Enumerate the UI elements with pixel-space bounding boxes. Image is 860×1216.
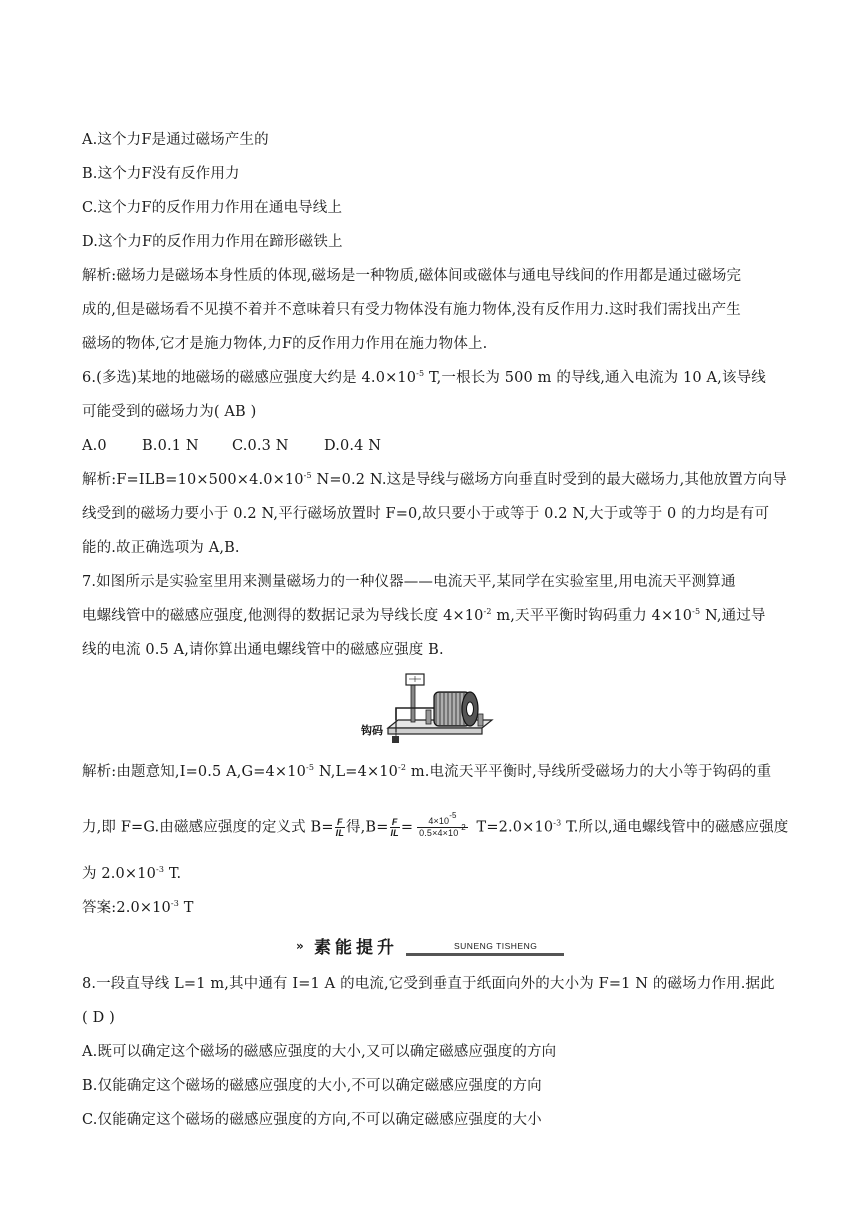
- q6-analysis-line-3: 能的.故正确选项为 A,B.: [82, 540, 240, 556]
- q7-analysis-line-3: 为 $2.0\times 10^{-3}$ T.: [82, 865, 182, 882]
- q5-option-c: C.这个力F的反作用力作用在通电导线上: [82, 200, 343, 216]
- q6-stem-line-1: 6.(多选)某地的地磁场的磁感应强度大约是 $4.0\times 10^{-5}$ T,一根长为 500 m 的导线,通入电流为 10 A,该导线: [82, 369, 766, 386]
- q6-stem-line-2: 可能受到的磁场力为( AB ): [82, 404, 257, 420]
- q6-option-b: B.0.1 N: [142, 438, 199, 454]
- q5-analysis-line-3: 磁场的物体,它才是施力物体,力F的反作用力作用在施力物体上.: [82, 336, 488, 352]
- section-title-en: SUNENG TISHENG: [454, 941, 538, 951]
- q6-analysis-line-1: 解析$:F=ILB=10\times 500\times 4.0\times 10^{-5}$ N=0.2 N.这是导线与磁场方向垂直时受到的最大磁场力,其他放置方向导: [82, 471, 787, 488]
- formula-fraction-b: $\frac{F}{IL}$: [390, 817, 399, 838]
- current-balance-illustration: [360, 672, 500, 748]
- q7-answer: 答案$:2.0\times 10^{-3}$ T: [82, 899, 194, 916]
- q8-option-a: A.既可以确定这个磁场的磁感应强度的大小,又可以确定磁感应强度的方向: [82, 1044, 557, 1060]
- q8-stem-line-2: ( D ): [82, 1010, 115, 1026]
- q7-stem-line-3: 线的电流 0.5 A,请你算出通电螺线管中的磁感应强度 B.: [82, 642, 444, 658]
- q8-option-c: C.仅能确定这个磁场的磁感应强度的方向,不可以确定磁感应强度的大小: [82, 1112, 542, 1128]
- q8-stem-line-1: 8.一段直导线 L=1 m,其中通有 I=1 A 的电流,它受到垂直于纸面向外的大小为 F=1 N 的磁场力作用.据此: [82, 976, 775, 992]
- q7-analysis-line-2: 力,即 F=G.由磁感应强度的定义式 B= $\frac{F}{IL}$ 得,B= $\frac{F}{IL}$ = $\frac{4\times 10^{-5}}{0.5\times 4\times 10^{-2}}$ $T=2.0\times 10^{-3}$ T.所以,通电螺线管中的磁感应强度: [82, 811, 789, 838]
- double-chevron-icon: »: [296, 939, 304, 953]
- section-heading-suneng-tisheng: [296, 932, 566, 958]
- q5-analysis-line-1: 解析:磁场力是磁场本身性质的体现,磁场是一种物质,磁体间或磁体与通电导线间的作用都是通过磁场完: [82, 268, 742, 284]
- q7-analysis-line-1: 解析:由题意知,I=0.5 $A,G=4\times 10^{-5}$ $N,L=4\times 10^{-2}$ m.电流天平平衡时,导线所受磁场力的大小等于钩码的重: [82, 763, 772, 780]
- figure-label-weight: 钩码: [361, 724, 383, 737]
- formula-fraction-definition: $\frac{F}{IL}$: [335, 817, 344, 838]
- q8-option-b: B.仅能确定这个磁场的磁感应强度的大小,不可以确定磁感应强度的方向: [82, 1078, 542, 1094]
- q5-option-b: B.这个力F没有反作用力: [82, 166, 240, 182]
- section-underline: [406, 953, 564, 956]
- q7-stem-line-1: 7.如图所示是实验室里用来测量磁场力的一种仪器——电流天平,某同学在实验室里,用电流天平测算通: [82, 574, 736, 590]
- q6-option-a: A.0: [82, 438, 107, 454]
- q5-analysis-line-2: 成的,但是磁场看不见摸不着并不意味着只有受力物体没有施力物体,没有反作用力.这时我们需找出产生: [82, 302, 741, 318]
- q5-option-d: D.这个力F的反作用力作用在蹄形磁铁上: [82, 234, 343, 250]
- current-balance-figure: [360, 672, 500, 748]
- q6-analysis-line-2: 线受到的磁场力要小于 0.2 N,平行磁场放置时 F=0,故只要小于或等于 0.2 N,大于或等于 0 的力均是有可: [82, 506, 770, 522]
- q5-option-a: A.这个力F是通过磁场产生的: [82, 132, 269, 148]
- q6-option-c: C.0.3 N: [232, 438, 289, 454]
- q7-stem-line-2: 电螺线管中的磁感应强度,他测得的数据记录为导线长度 $4\times 10^{-2}$ m,天平平衡时钩码重力 $4\times 10^{-5}$ N,通过导: [82, 607, 766, 624]
- q6-options: [82, 436, 381, 456]
- formula-fraction-numeric: $\frac{4\times 10^{-5}}{0.5\times 4\times 10^{-2}}$: [419, 811, 466, 838]
- section-title-cn: 素能提升: [314, 938, 398, 958]
- q6-option-d: D.0.4 N: [324, 438, 382, 454]
